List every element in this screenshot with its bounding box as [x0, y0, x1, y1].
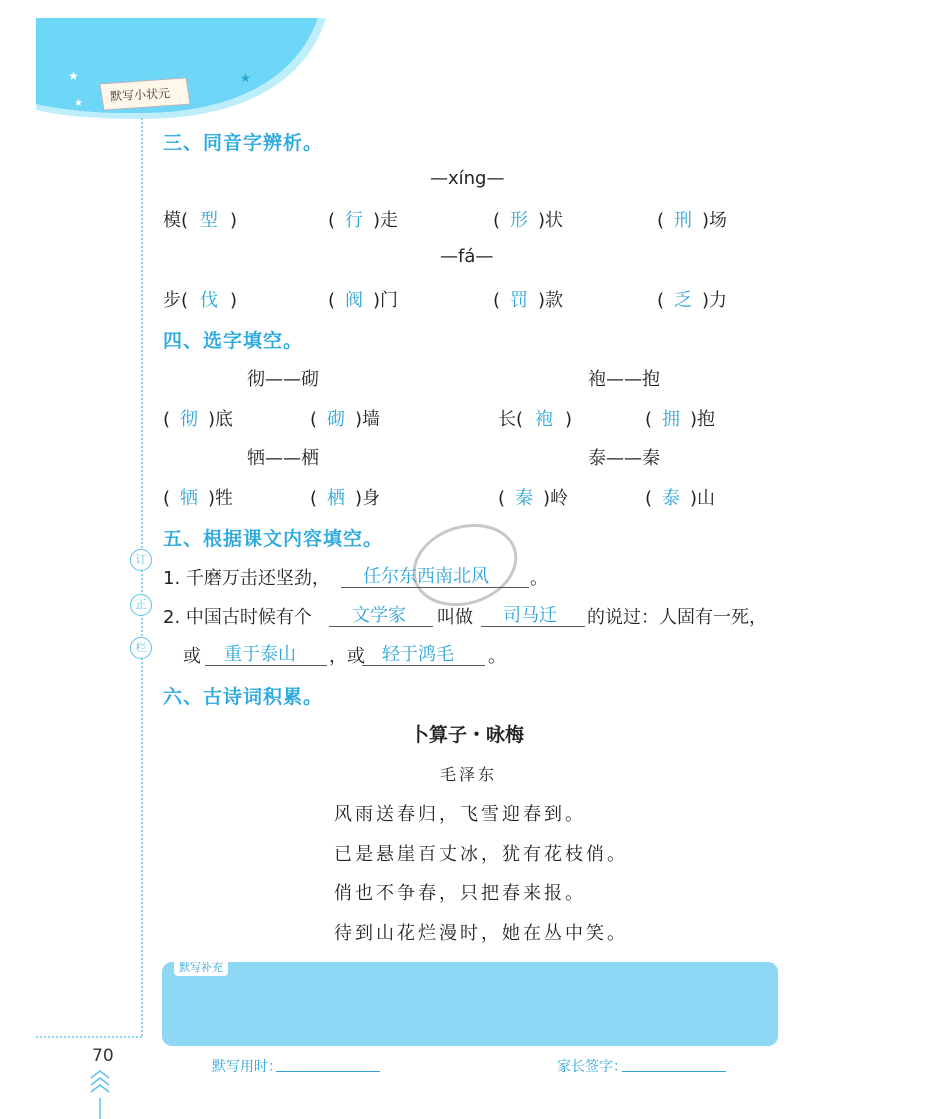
s4-r1-i1-answer: 彻 [180, 409, 199, 430]
q1-suffix: 。 [530, 568, 548, 589]
s4-r2-item2 [310, 484, 380, 510]
q1-prefix: 1. 千磨万击还坚劲， [163, 568, 330, 589]
s4-r2-i3-pre: ( [498, 488, 506, 509]
supplement-box [162, 962, 778, 1046]
pair-tai-qin: 泰——秦 [588, 448, 660, 469]
s4-r2-i1-post: )牲 [208, 488, 234, 509]
header-badge: 默写小状元 [109, 86, 171, 104]
q2-answer2: 司马迁 [503, 605, 557, 626]
s3-r1-i3-post: )状 [538, 210, 564, 231]
header-decoration [0, 0, 340, 125]
pinyin-fa: —fá— [440, 246, 494, 267]
s3-r1-i2-pre: ( [328, 210, 336, 231]
s3-r1-item1 [163, 206, 237, 232]
s3-r2-item2 [328, 286, 398, 312]
s4-r2-item1 [163, 484, 233, 510]
s3-r2-i4-answer: 乏 [674, 290, 693, 311]
s4-r2-i2-pre: ( [310, 488, 318, 509]
time-input-line[interactable] [276, 1071, 380, 1072]
s4-r1-i4-pre: ( [645, 409, 653, 430]
poem-line-4: 待到山花烂漫时，她在丛中笑。 [334, 923, 628, 944]
poem-line-1: 风雨送春归，飞雪迎春到。 [334, 804, 586, 825]
s4-r1-i2-post: )墙 [355, 409, 381, 430]
s3-r1-i3-answer: 形 [510, 210, 529, 231]
q3-prefix: 或 [183, 646, 201, 667]
correction-column-label-1: 订 [130, 549, 152, 571]
s4-r2-i4-post: )山 [690, 488, 716, 509]
section6-title: 六、古诗词积累。 [163, 686, 324, 708]
s4-r2-item3 [498, 484, 568, 510]
margin-dotted-line [141, 118, 143, 1036]
s4-r1-item4 [645, 405, 715, 431]
s4-r2-i4-pre: ( [645, 488, 653, 509]
s4-r1-i4-post: )抱 [690, 409, 716, 430]
q3-answer1: 重于泰山 [224, 644, 296, 665]
s4-r2-i4-answer: 泰 [662, 488, 681, 509]
s3-r2-i1-pre: 步( [163, 290, 189, 311]
s3-r1-i4-answer: 刑 [674, 210, 693, 231]
poem-title: 卜算子・咏梅 [410, 724, 525, 746]
s3-r1-i2-answer: 行 [345, 210, 364, 231]
poem-author: 毛泽东 [440, 765, 498, 784]
correction-column-label-2: 正 [130, 594, 152, 616]
s3-r1-item2 [328, 206, 398, 232]
s3-r2-item4 [657, 286, 727, 312]
supplement-label: 默写补充 [174, 960, 228, 976]
q2-middle: 叫做 [437, 607, 473, 628]
s3-r1-i1-post: ) [230, 210, 238, 231]
s4-r1-i1-post: )底 [208, 409, 234, 430]
s4-r1-i2-pre: ( [310, 409, 318, 430]
s4-r2-i2-answer: 栖 [327, 488, 346, 509]
s4-r1-i3-answer: 袍 [535, 409, 554, 430]
s3-r1-i4-pre: ( [657, 210, 665, 231]
page-number: 70 [92, 1046, 114, 1066]
q2-answer1: 文学家 [352, 605, 406, 626]
s3-r1-i3-pre: ( [493, 210, 501, 231]
s4-r2-i1-pre: ( [163, 488, 171, 509]
correction-column-label-3: 栏 [130, 637, 152, 659]
s4-r2-i2-post: )身 [355, 488, 381, 509]
s3-r1-item3 [493, 206, 563, 232]
s3-r2-i2-pre: ( [328, 290, 336, 311]
svg-text:★: ★ [240, 71, 251, 85]
s4-r1-item2 [310, 405, 380, 431]
s3-r2-i4-pre: ( [657, 290, 665, 311]
sign-input-line[interactable] [622, 1071, 726, 1072]
s4-r1-i3-pre: 长( [498, 409, 524, 430]
s3-r2-i2-answer: 阀 [345, 290, 364, 311]
s3-r1-i2-post: )走 [373, 210, 399, 231]
s4-r1-i2-answer: 砌 [327, 409, 346, 430]
q2-suffix: 的说过：人固有一死， [587, 607, 767, 628]
q1-answer: 任尔东西南北风 [363, 566, 489, 587]
s3-r2-i3-post: )款 [538, 290, 564, 311]
q3-suffix: 。 [488, 646, 506, 667]
sign-label: 家长签字： [557, 1059, 627, 1075]
s3-r1-item4 [657, 206, 727, 232]
s3-r1-i1-pre: 模( [163, 210, 189, 231]
s4-r1-item3 [498, 405, 572, 431]
s3-r1-i4-post: )场 [702, 210, 728, 231]
q3-answer2: 轻于鸿毛 [382, 644, 454, 665]
pair-che-qi: 彻——砌 [247, 369, 319, 390]
s4-r2-i3-answer: 秦 [515, 488, 534, 509]
time-label: 默写用时： [212, 1059, 282, 1075]
svg-text:★: ★ [68, 69, 79, 83]
s3-r2-i3-pre: ( [493, 290, 501, 311]
s3-r2-i1-answer: 伐 [200, 290, 219, 311]
section3-title: 三、同音字辨析。 [163, 132, 324, 154]
s4-r1-i1-pre: ( [163, 409, 171, 430]
s4-r1-i3-post: ) [565, 409, 573, 430]
s3-r1-i1-answer: 型 [200, 210, 219, 231]
s4-r1-item1 [163, 405, 233, 431]
s3-r2-item1 [163, 286, 237, 312]
s3-r2-i1-post: ) [230, 290, 238, 311]
section4-title: 四、选字填空。 [163, 330, 304, 352]
poem-line-2: 已是悬崖百丈冰，犹有花枝俏。 [334, 844, 628, 865]
pinyin-xing: —xíng— [430, 168, 505, 189]
s3-r2-i3-answer: 罚 [510, 290, 529, 311]
margin-dotted-bottom-line [36, 1036, 142, 1038]
s3-r2-i2-post: )门 [373, 290, 399, 311]
q3-middle: ，或 [329, 646, 365, 667]
s4-r2-item4 [645, 484, 715, 510]
s3-r2-item3 [493, 286, 563, 312]
s3-r2-i4-post: )力 [702, 290, 728, 311]
pair-pao-bao: 袍——抱 [588, 369, 660, 390]
svg-text:★: ★ [74, 98, 83, 109]
pair-xi-qi: 牺——栖 [247, 448, 319, 469]
q2-prefix: 2. 中国古时候有个 [163, 607, 312, 628]
s4-r2-i3-post: )岭 [543, 488, 569, 509]
chevron-up-icon [88, 1068, 112, 1119]
section5-title: 五、根据课文内容填空。 [163, 528, 384, 550]
poem-line-3: 俏也不争春，只把春来报。 [334, 883, 586, 904]
s4-r1-i4-answer: 拥 [662, 409, 681, 430]
s4-r2-i1-answer: 牺 [180, 488, 199, 509]
